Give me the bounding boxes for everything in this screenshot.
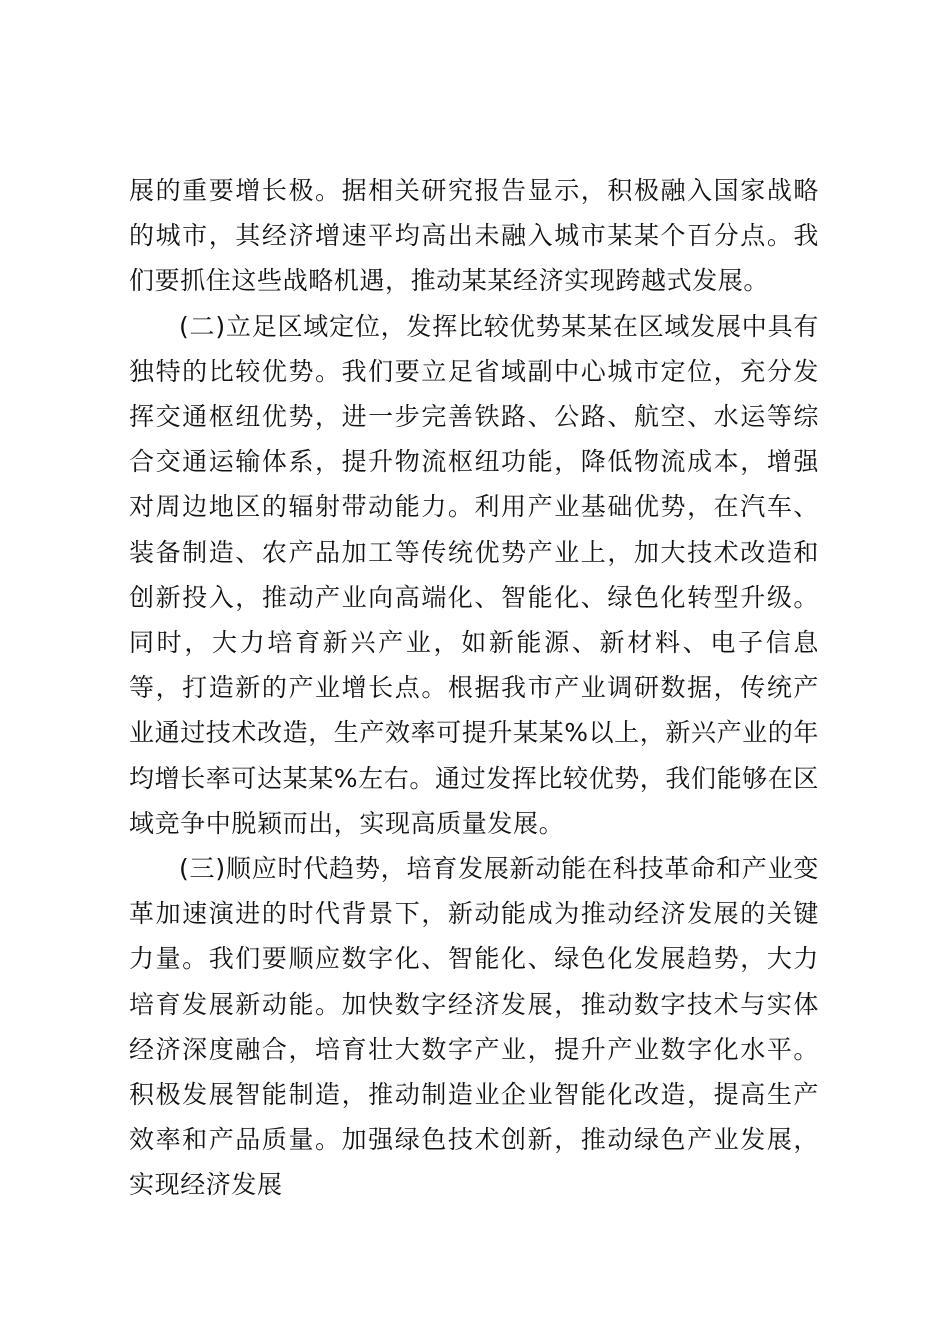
document-body (129, 168, 819, 1208)
paragraph-section-two: (二)立足区域定位，发挥比较优势某某在区域发展中具有独特的比较优势。我们要立足省域副中心城市定位，充分发挥交通枢纽优势，进一步完善铁路、公路、航空、水运等综合交通运输体系，提升物流枢纽功能，降低物流成本，增强对周边地区的辐射带动能力。利用产业基础优势，在汽车、装备制造、农产品加工等传统优势产业上，加大技术改造和创新投入，推动产业向高端化、智能化、绿色化转型升级。同时，大力培育新兴产业，如新能源、新材料、电子信息等，打造新的产业增长点。根据我市产业调研数据，传统产业通过技术改造，生产效率可提升某某%以上，新兴产业的年均增长率可达某某%左右。通过发挥比较优势，我们能够在区域竞争中脱颖而出，实现高质量发展。 (129, 311, 819, 838)
paragraph-continuation: 展的重要增长极。据相关研究报告显示，积极融入国家战略的城市，其经济增速平均高出未融入城市某某个百分点。我们要抓住这些战略机遇，推动某某经济实现跨越式发展。 (129, 176, 819, 296)
paragraph-section-three: (三)顺应时代趋势，培育发展新动能在科技革命和产业变革加速演进的时代背景下，新动能成为推动经济发展的关键力量。我们要顺应数字化、智能化、绿色化发展趋势，大力培育发展新动能。加快数字经济发展，推动数字技术与实体经济深度融合，培育壮大数字产业，提升产业数字化水平。积极发展智能制造，推动制造业企业智能化改造，提高生产效率和产品质量。加强绿色技术创新，推动绿色产业发展，实现经济发展 (129, 854, 819, 1200)
